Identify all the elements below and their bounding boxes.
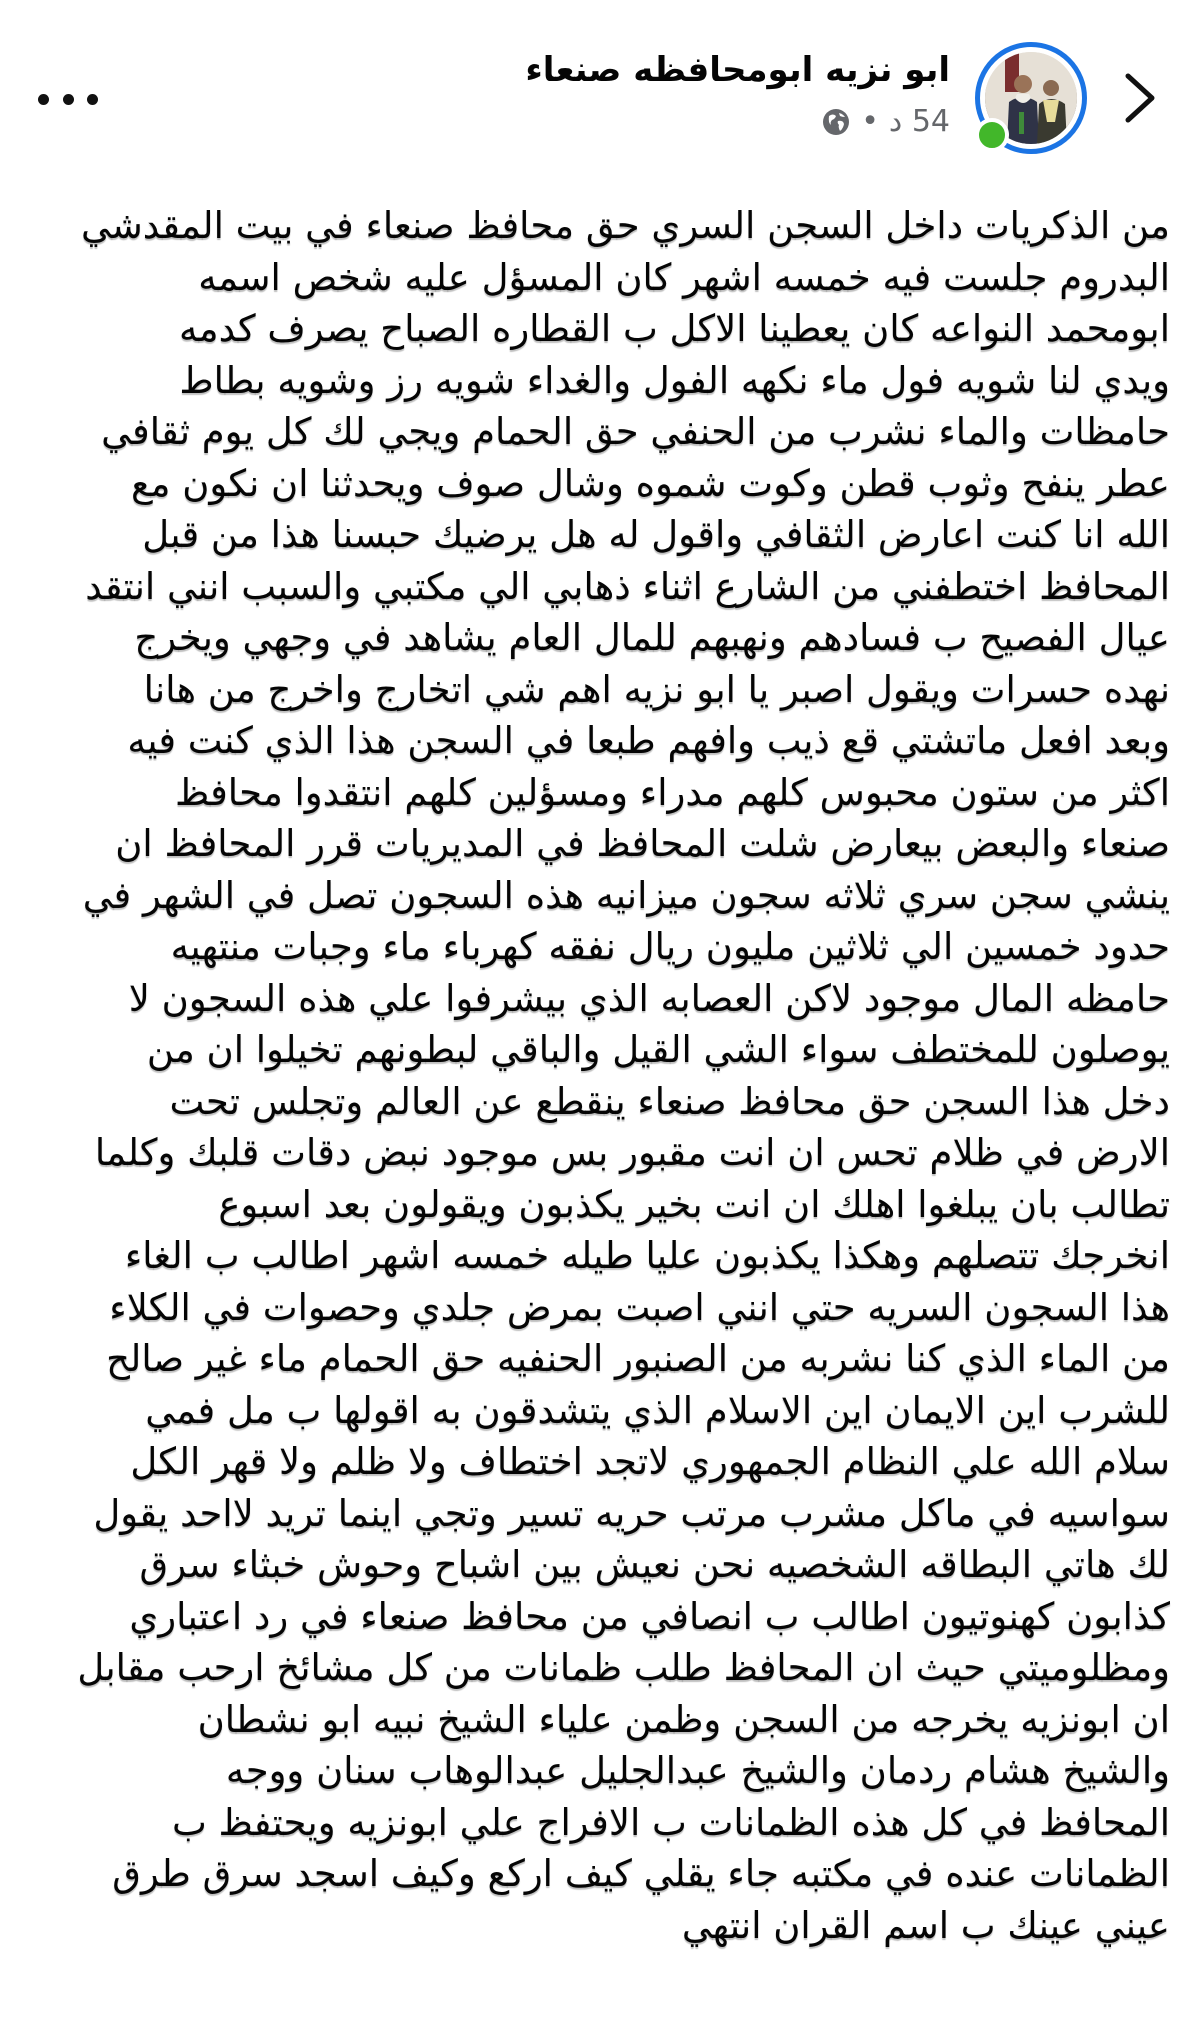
post-text-line: المحافظ في كل هذه الظمانات ب الافراج علي ابونزيه ويحتفظ ب — [171, 1800, 1170, 1844]
post-text-line: كذابون كهنوتيون اطالب ب انصافي من محافظ صنعاء في رد اعتباري — [129, 1594, 1170, 1638]
more-horizontal-icon — [87, 94, 98, 105]
post-text-line: سواسيه في ماكل مشرب مرتب حريه تسير وتجي اينما تريد لااحد يقول — [93, 1491, 1170, 1535]
post-text-line: المحافظ اختطفني من الشارع اثناء ذهابي الي مكتبي والسبب انني انتقد — [85, 564, 1170, 608]
more-horizontal-icon — [38, 94, 49, 105]
post-time[interactable]: 54 د — [888, 104, 950, 139]
author-avatar[interactable] — [975, 42, 1087, 154]
post-text-line: نهده حسرات ويقول اصبر يا ابو نزيه اهم شي اتخارج واخرج من هانا — [143, 667, 1170, 711]
post-text-line: ابومحمد النواعه كان يعطينا الاكل ب القطاره الصباح يصرف كدمه — [178, 307, 1170, 350]
post-text-line: والشيخ هشام ردمان والشيخ عبدالجليل عبدالوهاب سنان ووجه — [225, 1749, 1170, 1792]
post-header — [0, 0, 1200, 190]
post-text-line: يوصلون للمختطف سواء الشي القيل والباقي لبطونهم تخيلوا ان من — [146, 1028, 1170, 1071]
post-text-line: الله انا كنت اعارض الثقافي واقول له هل يرضيك حبسنا هذا من قبل — [142, 513, 1170, 556]
online-status-dot — [975, 118, 1009, 152]
post-text-line: حدود خمسين الي ثلاثين مليون ريال نفقه كهرباء ماء وجبات منتهيه — [170, 925, 1170, 968]
post-text-line: ان ابونزيه يخرجه من السجن وظمن علياء الشيخ نبيه ابو نشطان — [197, 1697, 1170, 1741]
author-name[interactable]: ابو نزيه ابومحافظه صنعاء — [525, 50, 950, 90]
post-text-line: من الماء الذي كنا نشربه من الصنبور الحنفيه حق الحمام ماء غير صالح — [106, 1337, 1170, 1380]
post-text-line: ومظلوميتي حيث ان المحافظ طلب ظمانات من كل مشائخ ارحب مقابل — [77, 1646, 1170, 1689]
post-text-line: عيني عينك ب اسم القران انتهي — [681, 1903, 1170, 1947]
post-text-line: من الذكريات داخل السجن السري حق محافظ صنعاء في بيت المقدشي — [80, 204, 1170, 247]
meta-separator: • — [861, 104, 879, 139]
post-text-line: حامظه المال موجود لاكن العصابه الذي بيشرفوا علي هذه السجون لا — [128, 976, 1170, 1020]
post-text-line: تطالب بان يبلغوا اهلك ان انت بخير يكذبون ويقولون بعد اسبوع — [218, 1182, 1170, 1226]
post-text-line: الظمانات عنده في مكتبه جاء يقلي كيف اركع وكيف اسجد سرق طرق — [112, 1852, 1170, 1895]
post-text-line: الارض في ظلام تحس ان انت مقبور بس موجود نبض دقات قلبك وكلما — [94, 1131, 1170, 1174]
post-text-line: دخل هذا السجن حق محافظ صنعاء ينقطع عن العالم وتجلس تحت — [169, 1079, 1170, 1123]
post-text-line: حامظات والماء نشرب من الحنفي حق الحمام ويجي لك كل يوم ثقافي — [101, 410, 1170, 453]
post-text-line: سلام الله علي النظام الجمهوري لاتجد اختطاف ولا ظلم ولا قهر الكل — [130, 1440, 1170, 1483]
post-meta — [821, 104, 950, 139]
post-text-line: انخرجك تتصلهم وهكذا يكذبون عليا طيله خمسه اشهر اطالب ب الغاء — [124, 1234, 1170, 1277]
globe-icon[interactable] — [821, 107, 851, 137]
post-text — [30, 200, 1170, 1951]
post-text-line: عيال الفصيح ب فسادهم ونهبهم للمال العام يشاهد في وجهي ويخرج — [134, 616, 1170, 659]
post-text-line: لك هاتي البطاقه الشخصيه نحن نعيش بين اشباح وحوش خبثاء سرق — [139, 1543, 1170, 1586]
post-text-line: عطر ينفح وثوب قطن وكوت شموه وشال صوف ويحدثنا ان نكون مع — [130, 461, 1170, 505]
post-text-line: البدروم جلست فيه خمسه اشهر كان المسؤل عليه شخص اسمه — [198, 255, 1170, 299]
post-text-line: ويدي لنا شويه فول ماء نكهه الفول والغداء شويه رز وشويه بطاط — [179, 358, 1170, 402]
post-text-line: وبعد افعل ماتشتي قع ذيب وافهم طبعا في السجن هذا الذي كنت فيه — [127, 719, 1170, 762]
back-button[interactable] — [1120, 70, 1160, 126]
post-text-line: هذا السجون السريه حتي انني اصبت بمرض جلدي وحصوات في الكلاء — [109, 1285, 1170, 1329]
more-horizontal-icon — [63, 94, 74, 105]
post-text-line: ينشي سجن سري ثلاثه سجون ميزانيه هذه السجون تصل في الشهر في — [82, 873, 1170, 917]
post-text-line: صنعاء والبعض بيعارض شلت المحافظ في المديريات قرر المحافظ ان — [115, 822, 1170, 865]
chevron-right-icon — [1120, 70, 1160, 126]
post-text-line: اكثر من ستون محبوس كلهم مدراء ومسؤلين كلهم انتقدوا محافظ — [174, 770, 1170, 814]
post-text-line: للشرب اين الايمان اين الاسلام الذي يتشدقون به اقولها ب مل فمي — [145, 1388, 1170, 1432]
more-options-button[interactable] — [38, 84, 98, 114]
